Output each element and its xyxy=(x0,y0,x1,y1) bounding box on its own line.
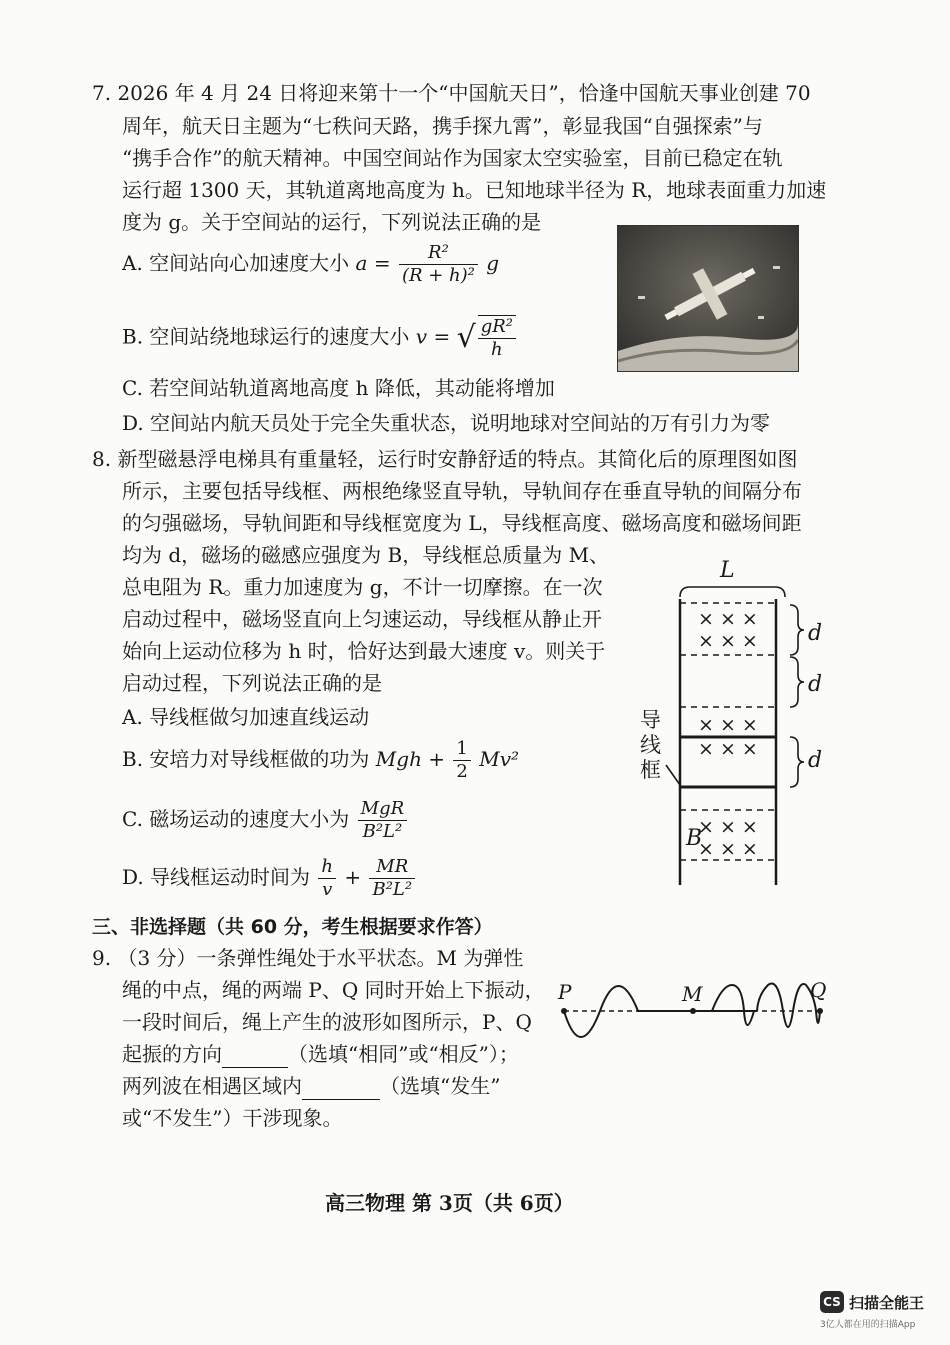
q8-option-d: D. 导线框运动时间为 $\frac{h}{v}$ + $\frac{MR}{\text{B²L²}}$ xyxy=(122,856,417,901)
label-L: L xyxy=(720,558,735,583)
page-footer: 高三物理 第 3页（共 6页） xyxy=(325,1191,574,1215)
q7-stem-line-1: 7. 2026 年 4 月 24 日将迎来第十一个“中国航天日”，恰逢中国航天事业创建 70 xyxy=(92,81,811,105)
q7-option-c: C. 若空间站轨道离地高度 h 降低，其动能将增加 xyxy=(122,376,555,400)
space-station-photo xyxy=(617,225,799,372)
q9-stem-line-4: 起振的方向 （选填“相同”或“相反”）； xyxy=(122,1042,519,1066)
q7-option-b-fraction: $\frac{\text{gR²}}{h}$ xyxy=(478,315,516,361)
q8-stem-line-5: 总电阻为 R。重力加速度为 g，不计一切摩擦。在一次 xyxy=(122,575,603,599)
q8-option-a: A. 导线框做匀加速直线运动 xyxy=(122,705,370,729)
label-frame-char-3: 框 xyxy=(640,758,661,782)
q7-option-a: A. 空间站向心加速度大小 a = $\frac{\text{R²}}{\text{(R + h)²}}$ g xyxy=(122,242,500,286)
label-frame-char-1: 导 xyxy=(640,708,661,732)
label-d-1: d xyxy=(808,621,823,646)
field-cross-row: × × × xyxy=(698,714,758,736)
field-cross-row: × × × xyxy=(698,608,758,630)
field-cross-row: × × × xyxy=(698,738,758,760)
q9-stem-line-5: 两列波在相遇区域内 （选填“发生” xyxy=(122,1074,501,1098)
q7-stem-line-4: 运行超 1300 天，其轨道离地高度为 h。已知地球半径为 R，地球表面重力加速 xyxy=(122,178,827,202)
label-d-2: d xyxy=(808,672,823,697)
label-frame-char-2: 线 xyxy=(640,733,661,757)
q8-option-d-fraction-2: $\frac{MR}{\text{B²L²}}$ xyxy=(369,856,415,901)
q8-option-c-fraction: $\frac{\text{MgR}}{\text{B²L²}}$ xyxy=(358,798,408,843)
field-cross-row: × × × xyxy=(698,630,758,652)
q8-stem-line-6: 启动过程中，磁场竖直向上匀速运动，导线框从静止开 xyxy=(122,607,602,631)
answer-blank-2[interactable] xyxy=(302,1073,380,1100)
cs-badge: CS xyxy=(820,1291,844,1313)
label-Q: Q xyxy=(810,978,827,1002)
maglev-elevator-diagram xyxy=(630,555,840,890)
q8-option-c: C. 磁场运动的速度大小为 $\frac{\text{MgR}}{\text{B²L²}}$ xyxy=(122,798,409,843)
q8-stem-line-2: 所示，主要包括导线框、两根绝缘竖直导轨，导轨间存在垂直导轨的间隔分布 xyxy=(122,479,802,503)
scanner-watermark xyxy=(820,1291,924,1330)
q7-option-b: B. 空间站绕地球运行的速度大小 v = √ $\frac{\text{gR²}}{h}$ xyxy=(122,315,518,361)
field-cross-row: × × × xyxy=(698,816,758,838)
q9-stem-line-2: 绳的中点，绳的两端 P、Q 同时开始上下振动， xyxy=(122,978,545,1002)
watermark-subtitle: 3亿人都在用的扫描App xyxy=(820,1320,916,1330)
rope-wave-diagram xyxy=(552,975,842,1055)
q7-stem-line-2: 周年，航天日主题为“七秩问天路，携手探九霄”，彰显我国“自强探索”与 xyxy=(122,114,763,138)
answer-blank-1[interactable] xyxy=(222,1041,288,1068)
sqrt-sign: √ xyxy=(456,320,476,355)
q8-option-d-fraction-1: $\frac{h}{v}$ xyxy=(318,856,336,901)
q7-stem-line-3: “携手合作”的航天精神。中国空间站作为国家太空实验室，目前已稳定在轨 xyxy=(122,146,783,170)
label-d-3: d xyxy=(808,748,823,773)
field-cross-row: × × × xyxy=(698,838,758,860)
label-M: M xyxy=(682,982,703,1006)
q9-stem-line-3: 一段时间后，绳上产生的波形如图所示，P、Q xyxy=(122,1010,532,1034)
label-P: P xyxy=(558,980,572,1004)
q7-option-d: D. 空间站内航天员处于完全失重状态，说明地球对空间站的万有引力为零 xyxy=(122,411,771,435)
q8-stem-line-1: 8. 新型磁悬浮电梯具有重量轻，运行时安静舒适的特点。其简化后的原理图如图 xyxy=(92,447,798,471)
q8-stem-line-3: 的匀强磁场，导轨间距和导线框宽度为 L，导线框高度、磁场高度和磁场间距 xyxy=(122,511,802,535)
q7-option-a-fraction: $\frac{\text{R²}}{\text{(R + h)²}}$ xyxy=(399,242,478,287)
section-3-heading: 三、非选择题（共 60 分，考生根据要求作答） xyxy=(92,916,493,938)
q7-stem-line-5: 度为 g。关于空间站的运行，下列说法正确的是 xyxy=(122,210,542,234)
q8-option-b-fraction: $\frac{1}{2}$ xyxy=(453,738,470,783)
q8-stem-line-4: 均为 d，磁场的磁感应强度为 B，导线框总质量为 M、 xyxy=(122,543,610,567)
label-B: B xyxy=(686,826,703,851)
watermark-title: 扫描全能王 xyxy=(849,1293,925,1312)
q9-stem-line-6: 或“不发生”）干涉现象。 xyxy=(122,1106,343,1130)
q9-stem-line-1: 9. （3 分）一条弹性绳处于水平状态。M 为弹性 xyxy=(92,946,524,970)
q8-stem-line-7: 始向上运动位移为 h 时，恰好达到最大速度 v。则关于 xyxy=(122,639,606,663)
q8-stem-line-8: 启动过程，下列说法正确的是 xyxy=(122,671,382,695)
q8-option-b: B. 安培力对导线框做的功为 Mgh + $\frac{1}{2}$ Mv² xyxy=(122,738,520,782)
